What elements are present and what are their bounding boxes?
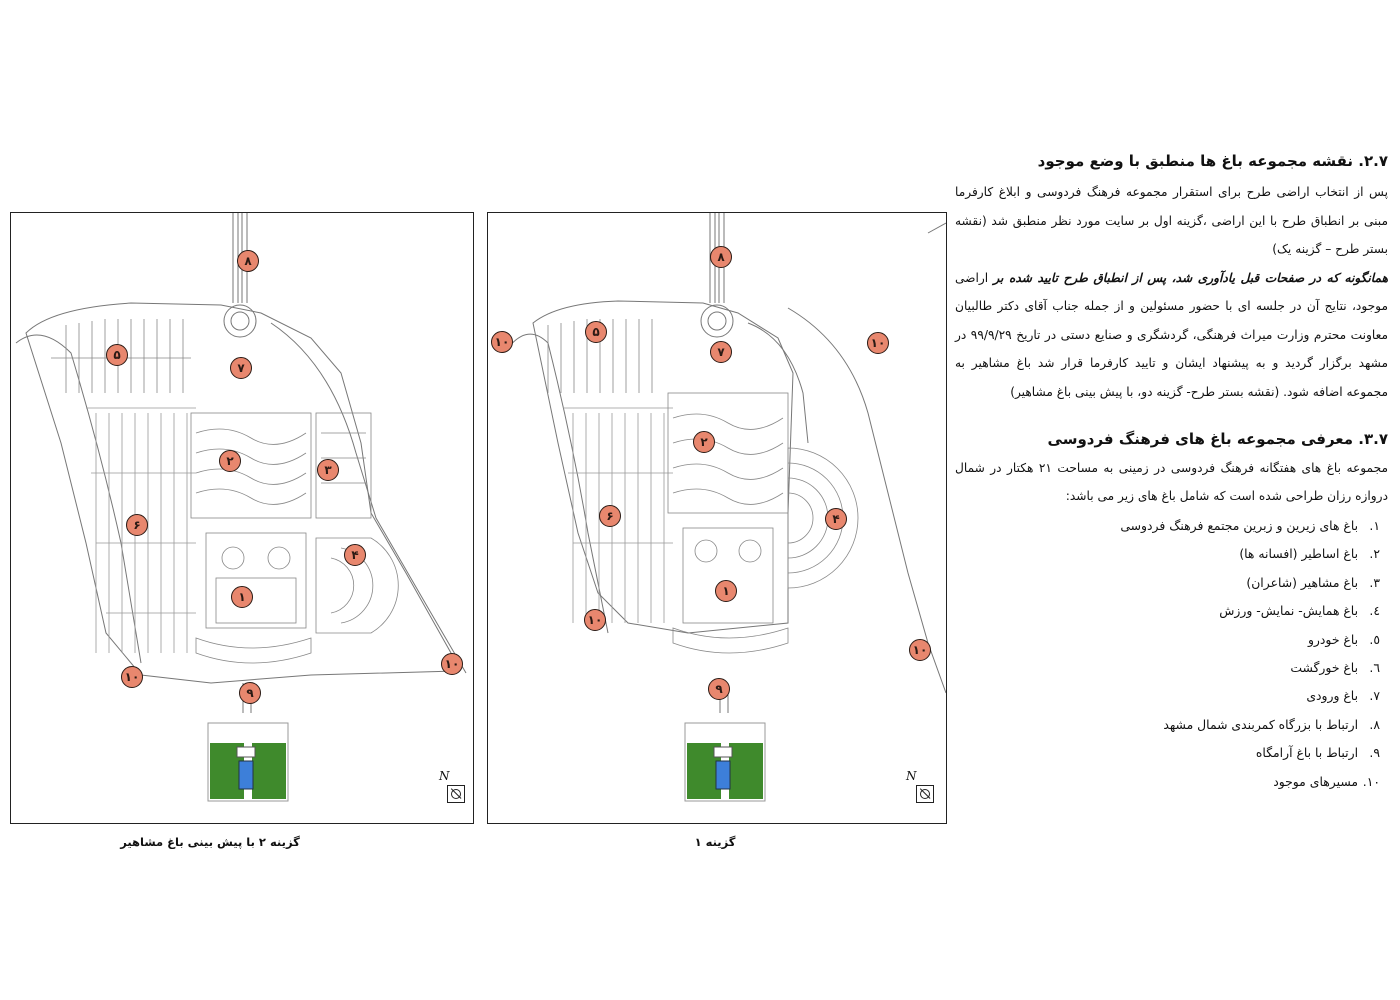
- section-title-gardens: ۳.۷. معرفی مجموعه باغ های فرهنگ فردوسی: [1047, 430, 1388, 448]
- site-plan-drawing: [488, 213, 946, 823]
- list-item: ١٠. مسیرهای موجود: [1273, 773, 1380, 789]
- list-item: ٥. باغ خودرو: [1307, 631, 1380, 647]
- caption-option-1: گزینه ۱: [694, 835, 736, 849]
- list-item: ٤. باغ همایش- نمایش- ورزش: [1219, 603, 1380, 619]
- marker-7: ۷: [230, 357, 252, 379]
- marker-10c: ۱۰: [584, 609, 606, 631]
- paragraph-part-2: اراضی موجود، نتایج آن در جلسه ای با حضور مسئولین و از جمله جناب آقای دکتر طالبیان معاونت محترم وزارت میراث فرهنگی، گردشگری و صنایع دستی در تاریخ ۹۹/۹/۲۹ در مشهد برگزار گردید و به پیشنهاد ایشان و تایید کارفرما قرار شد باغ مشاهیر به مجموعه اضافه شود. (نقشه بستر طرح- گزینه دو، با پیش بینی باغ مشاهیر): [955, 270, 1389, 399]
- marker-10b: ۱۰: [441, 653, 463, 675]
- list-item: ۱. باغ های زیرین و زبرین مجتمع فرهنگ فردوسی: [1120, 518, 1380, 533]
- north-label: N: [906, 769, 917, 783]
- site-plan-drawing: [11, 213, 473, 823]
- list-item: ۳. باغ مشاهیر (شاعران): [1246, 574, 1380, 590]
- gardens-intro: مجموعه باغ های هفتگانه فرهنگ فردوسی در زمینی به مساحت ۲۱ هکتار در شمال دروازه رزان طراحی شده است که شامل باغ های زیر می باشد:: [955, 461, 1388, 503]
- list-item: ٦. باغ خورگشت: [1290, 660, 1380, 676]
- marker-9: ۹: [239, 682, 261, 704]
- marker-8: ۸: [710, 246, 732, 268]
- site-plan-option-2: [10, 212, 474, 824]
- list-item: ٩. ارتباط با باغ آرامگاه: [1255, 745, 1380, 761]
- marker-5: ۵: [585, 321, 607, 343]
- marker-2: ۲: [219, 450, 241, 472]
- north-arrow-icon: [447, 785, 465, 803]
- caption-option-2: گزینه ۲ با پیش بینی باغ مشاهیر: [120, 835, 300, 849]
- marker-4: ۴: [344, 544, 366, 566]
- garden-list: [955, 512, 1388, 796]
- marker-6: ۶: [126, 514, 148, 536]
- list-item: ٨. ارتباط با بزرگاه کمربندی شمال مشهد: [1163, 716, 1380, 732]
- north-label: N: [439, 769, 450, 783]
- marker-3: ۳: [317, 459, 339, 481]
- marker-8: ۸: [237, 250, 259, 272]
- marker-10b: ۱۰: [867, 332, 889, 354]
- emphasis-text: همانگونه که در صفحات قبل یادآوری شد، پس از انطباق طرح تایید شده بر: [993, 270, 1388, 285]
- site-plan-option-1: [487, 212, 947, 824]
- list-item: ۲. باغ اساطیر (افسانه ها): [1239, 546, 1380, 562]
- marker-9: ۹: [708, 678, 730, 700]
- section-paragraph: [955, 178, 1388, 406]
- marker-7: ۷: [710, 341, 732, 363]
- marker-2: ۲: [693, 431, 715, 453]
- section-title-maps: ۲.۷. نقشه مجموعه باغ ها منطبق با وضع موجود: [1037, 152, 1388, 170]
- marker-10a: ۱۰: [491, 331, 513, 353]
- text-column: [955, 150, 1388, 796]
- marker-4: ۴: [825, 508, 847, 530]
- north-arrow-icon: [916, 785, 934, 803]
- marker-5: ۵: [106, 344, 128, 366]
- marker-1: ۱: [715, 580, 737, 602]
- marker-1: ۱: [231, 586, 253, 608]
- marker-10d: ۱۰: [909, 639, 931, 661]
- marker-10a: ۱۰: [121, 666, 143, 688]
- list-item: ٧. باغ ورودی: [1306, 688, 1380, 704]
- marker-6: ۶: [599, 505, 621, 527]
- paragraph-part-1: پس از انتخاب اراضی طرح برای استقرار مجموعه فرهنگ فردوسی و ابلاغ کارفرما مبنی بر انطباق طرح با این اراضی ،گزینه اول بر سایت مورد نظر منطبق شد (نقشه بستر طرح – گزینه یک): [955, 185, 1388, 256]
